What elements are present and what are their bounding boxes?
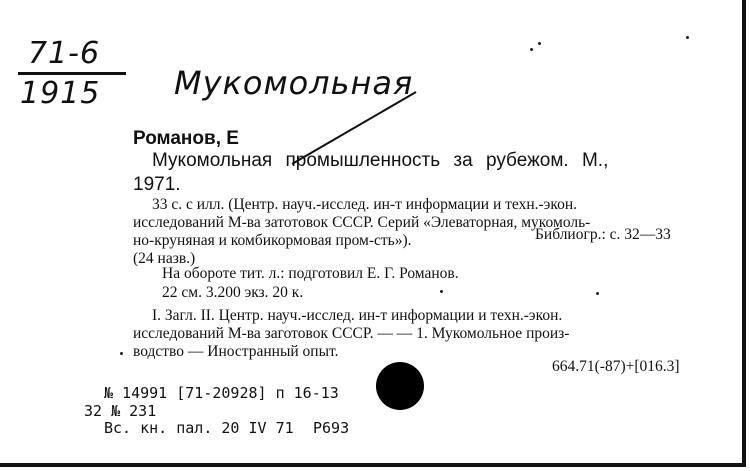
verso-note: На обороте тит. л.: подготовил Е. Г. Романов. (162, 265, 459, 282)
stamp-line-1: № 14991 [71-20928] п 16-13 (104, 384, 339, 402)
handwritten-call-number: 71-6 (28, 36, 101, 71)
tracing-line-2: исследований М-ва заготовок СССР. — — 1. Мукомольное произ- (133, 325, 570, 342)
stamp-code: Р693 (313, 419, 350, 437)
description-line-2: исследований М-ва затотовок СССР. Серий «Элеваторная, мукомоль- (133, 214, 591, 231)
scan-speck (440, 290, 443, 293)
bibliography-note: Библиогр.: с. 32—33 (535, 226, 671, 243)
scan-speck (596, 292, 599, 295)
scan-speck (120, 352, 123, 355)
physical-description: 22 см. 3.200 экз. 20 к. (162, 284, 304, 301)
title-line-2: 1971. (133, 174, 181, 195)
title-line-1: Мукомольная промышленность за рубежом. М., (152, 150, 609, 171)
author-heading: Романов, Е (133, 128, 239, 149)
tracing-line-1: I. Загл. II. Центр. науч.-исслед. ин-т информации и техн.-экон. (152, 307, 563, 324)
handwritten-year: 1915 (20, 76, 101, 111)
stamp-line-2: 32 № 231 (84, 402, 157, 420)
stamp-line-3: Вс. кн. пал. 20 IV 71 (104, 419, 294, 437)
scan-speck (686, 36, 689, 39)
tracing-line-3: водство — Иностранный опыт. (133, 343, 339, 360)
scan-speck (538, 42, 541, 45)
scan-speck (530, 48, 533, 51)
punch-hole (376, 362, 424, 410)
description-line-3: но-круняная и комбикормовая пром-сть»). (133, 232, 412, 249)
description-line-4: (24 назв.) (133, 250, 196, 267)
handwritten-subject: Мукомольная (174, 64, 414, 102)
handwritten-divider (18, 72, 126, 75)
classification-number: 664.71(-87)+[016.3] (552, 358, 680, 375)
description-line-1: 33 с. с илл. (Центр. науч.-исслед. ин-т информации и техн.-экон. (152, 196, 577, 213)
